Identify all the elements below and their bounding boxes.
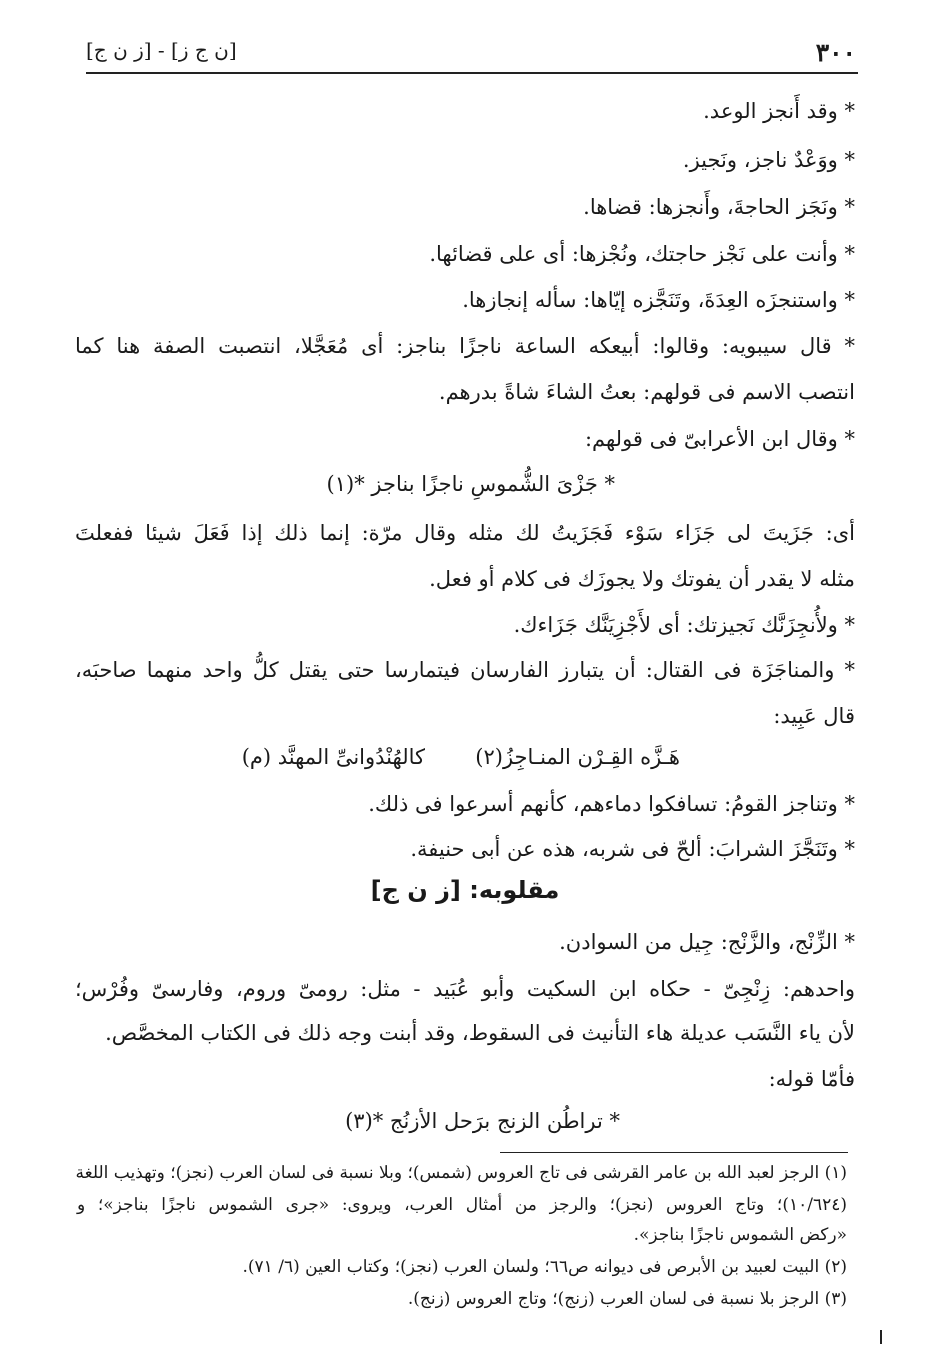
- footnote-line: (١) الرجز لعبد الله بن عامر القرشى فى تاج العروس (شمس)؛ وبلا نسبة فى لسان العرب (نجز)؛ وتهذيب اللغة: [75, 1163, 847, 1183]
- entry-line: * ووَعْدٌ ناجز، ونَجيز.: [682, 148, 855, 172]
- entry-line: * وأنت على نَجْز حاجتك، ونُجْزها: أى على قضائها.: [429, 242, 855, 266]
- entry-line: * وقال ابن الأعرابىّ فى قولهم:: [584, 427, 855, 451]
- entry-line: * والمناجَزَة فى القتال: أن يتبارز الفارسان فيتمارسا حتى يقتل كلُّ واحد منهما صاحبَه،: [75, 658, 855, 682]
- entry-line: * قال سيبويه: وقالوا: أبيعكه الساعة ناجزًا بناجز: أى مُعَجَّلا، انتصبت الصفة هنا كما: [75, 334, 855, 358]
- entry-line: مثله لا يقدر أن يفوتك ولا يجوزَك فى كلام أو فعل.: [429, 567, 855, 591]
- entry-line: لأن ياء النَّسَب عديلة هاء التأنيث فى السقوط، وقد أبنت وجه ذلك فى الكتاب المخصَّص.: [105, 1021, 855, 1045]
- entry-line: * وتناجز القومُ: تسافكوا دماءهم، كأنهم أسرعوا فى ذلك.: [368, 792, 855, 816]
- entry-line: * الزِّنْج، والزَّنْج: جِيل من السوادن.: [559, 930, 855, 954]
- entry-line: * وتَنَجَّزَ الشرابَ: ألحّ فى شربه، هذه عن أبى حنيفة.: [410, 837, 855, 861]
- running-head: [ن ج ز] - [ز ن ج]: [86, 38, 237, 62]
- entry-line: قال عَبِيد:: [773, 704, 855, 728]
- verse-hemistich-right: هَـزَّه القِـرْن المنـاجِزُ(٢): [475, 745, 680, 769]
- section-heading: مقلوبه: [ز ن ج]: [370, 876, 560, 904]
- header-rule: [86, 72, 858, 74]
- verse-hemistich-left: كالهُنْدُوانىِّ المهنَّد (م): [241, 745, 425, 769]
- footnote-line: «ركض الشموس ناجزًا بناجز».: [633, 1225, 847, 1245]
- entry-line: فأمّا قوله:: [768, 1067, 855, 1091]
- page-number: ٣٠٠: [815, 38, 856, 67]
- footnote-line: (١٠/٦٢٤)؛ وتاج العروس (نجز)؛ والرجز من أمثال العرب، ويروى: «جرى الشموس ناجزًا بناجز»؛ و: [77, 1195, 847, 1215]
- entry-line: * واستنجزَه العِدَةَ، وتَنَجَّزه إيّاها: سأله إنجازها.: [462, 288, 855, 312]
- entry-line: * وقد أَنجز الوعد.: [703, 99, 855, 123]
- scan-edge-mark: [880, 1330, 882, 1344]
- footnote-rule: [500, 1152, 848, 1153]
- entry-line: * ولأُنجِزَنَّك نَجيزتك: أى لأَجْزِيَنَّك جَزَاءك.: [513, 613, 855, 637]
- entry-line: أى: جَزَيتَ لى جَزَاء سَوْء فَجَزَيتُ لك مثله وقال مرّة: إنما ذلك إذا فَعَلَ شيئا ففعلتَ: [75, 521, 855, 545]
- verse-line: * تراطُن الزنج برَحل الأزنُج *(٣): [345, 1109, 620, 1133]
- footnote-line: (٣) الرجز بلا نسبة فى لسان العرب (زنج)؛ وتاج العروس (زنج).: [407, 1289, 847, 1309]
- entry-line: انتصب الاسم فى قولهم: بعتُ الشاءَ شاةً بدرهم.: [438, 380, 855, 404]
- entry-line: واحدهم: زِنْجِىّ - حكاه ابن السكيت وأبو عُبَيد - مثل: رومىّ وروم، وفارسىّ وفُرْس؛: [75, 977, 855, 1001]
- footnote-line: (٢) البيت لعبيد بن الأبرص فى ديوانه ص٦٦؛ ولسان العرب (نجز)؛ وكتاب العين (٦/ ٧١).: [242, 1257, 847, 1277]
- verse-line: * جَزْىَ الشُّموسِ ناجزًا بناجز *(١): [326, 472, 615, 496]
- page-header: [86, 34, 856, 74]
- entry-line: * ونَجَز الحاجةَ، وأَنجزها: قضاها.: [583, 195, 855, 219]
